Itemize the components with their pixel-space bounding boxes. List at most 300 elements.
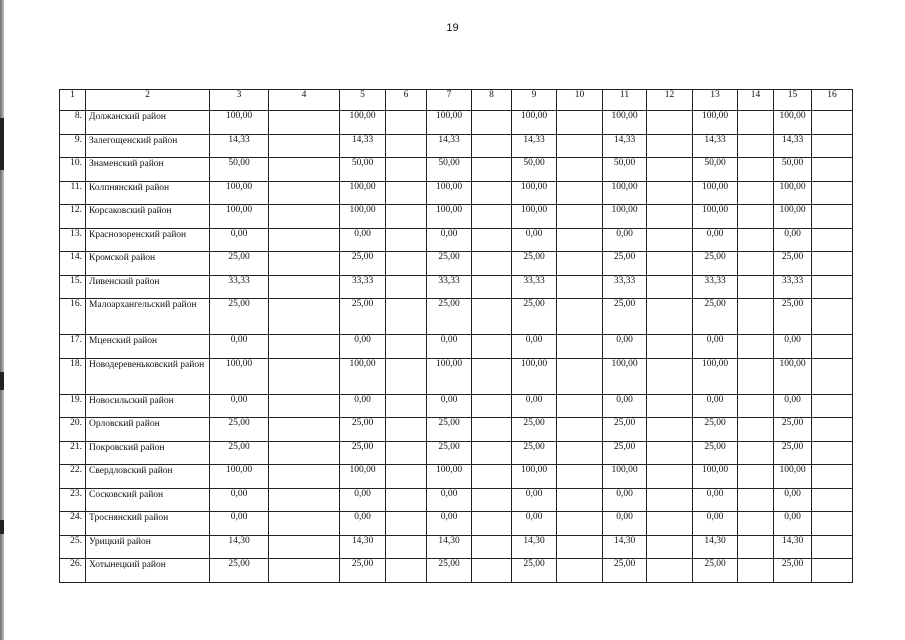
value-cell-col-7: 50,00	[427, 158, 472, 182]
table-row	[60, 394, 853, 418]
value-cell-col-10	[557, 158, 603, 182]
value-cell-col-12	[647, 465, 693, 489]
value-cell-col-7: 0,00	[427, 394, 472, 418]
value-cell-col-5: 100,00	[340, 465, 386, 489]
value-cell-col-4	[269, 181, 340, 205]
value-cell-col-8	[472, 335, 512, 359]
value-cell-col-14	[738, 158, 774, 182]
value-cell-col-9: 50,00	[512, 158, 557, 182]
value-cell-col-9: 25,00	[512, 418, 557, 442]
value-cell-col-13: 25,00	[693, 252, 738, 276]
value-cell-col-3: 25,00	[210, 441, 269, 465]
row-number: 22.	[60, 465, 86, 489]
value-cell-col-4	[269, 111, 340, 135]
value-cell-col-3: 50,00	[210, 158, 269, 182]
value-cell-col-7: 100,00	[427, 111, 472, 135]
value-cell-col-5: 0,00	[340, 512, 386, 536]
value-cell-col-13: 25,00	[693, 418, 738, 442]
row-number: 18.	[60, 358, 86, 394]
value-cell-col-16	[812, 358, 853, 394]
value-cell-col-12	[647, 535, 693, 559]
value-cell-col-8	[472, 465, 512, 489]
row-number: 26.	[60, 559, 86, 583]
value-cell-col-10	[557, 441, 603, 465]
value-cell-col-12	[647, 275, 693, 299]
value-cell-col-11: 25,00	[603, 559, 647, 583]
table-row	[60, 205, 853, 229]
value-cell-col-6	[386, 252, 427, 276]
value-cell-col-13: 0,00	[693, 488, 738, 512]
value-cell-col-15: 100,00	[774, 205, 812, 229]
district-name: Должанский район	[86, 111, 210, 135]
column-header-11: 11	[603, 90, 647, 111]
row-number: 12.	[60, 205, 86, 229]
value-cell-col-15: 33,33	[774, 275, 812, 299]
value-cell-col-12	[647, 358, 693, 394]
value-cell-col-8	[472, 275, 512, 299]
row-number: 16.	[60, 299, 86, 335]
value-cell-col-10	[557, 358, 603, 394]
value-cell-col-11: 14,30	[603, 535, 647, 559]
value-cell-col-10	[557, 488, 603, 512]
value-cell-col-7: 0,00	[427, 512, 472, 536]
value-cell-col-7: 0,00	[427, 228, 472, 252]
value-cell-col-15: 25,00	[774, 252, 812, 276]
table-row	[60, 158, 853, 182]
value-cell-col-3: 100,00	[210, 111, 269, 135]
value-cell-col-5: 100,00	[340, 358, 386, 394]
value-cell-col-13: 14,30	[693, 535, 738, 559]
value-cell-col-10	[557, 418, 603, 442]
value-cell-col-3: 25,00	[210, 252, 269, 276]
value-cell-col-9: 0,00	[512, 335, 557, 359]
value-cell-col-3: 100,00	[210, 358, 269, 394]
column-header-2: 2	[86, 90, 210, 111]
value-cell-col-6	[386, 535, 427, 559]
value-cell-col-11: 50,00	[603, 158, 647, 182]
table-row	[60, 418, 853, 442]
value-cell-col-10	[557, 275, 603, 299]
value-cell-col-11: 14,33	[603, 134, 647, 158]
value-cell-col-12	[647, 158, 693, 182]
value-cell-col-15: 0,00	[774, 488, 812, 512]
value-cell-col-15: 0,00	[774, 228, 812, 252]
value-cell-col-10	[557, 465, 603, 489]
value-cell-col-14	[738, 465, 774, 489]
value-cell-col-4	[269, 512, 340, 536]
value-cell-col-7: 25,00	[427, 299, 472, 335]
value-cell-col-15: 100,00	[774, 111, 812, 135]
value-cell-col-14	[738, 205, 774, 229]
value-cell-col-6	[386, 228, 427, 252]
row-number: 17.	[60, 335, 86, 359]
value-cell-col-8	[472, 252, 512, 276]
district-name: Знаменский район	[86, 158, 210, 182]
value-cell-col-9: 25,00	[512, 559, 557, 583]
value-cell-col-16	[812, 465, 853, 489]
row-number: 20.	[60, 418, 86, 442]
column-header-14: 14	[738, 90, 774, 111]
value-cell-col-13: 100,00	[693, 181, 738, 205]
value-cell-col-13: 0,00	[693, 512, 738, 536]
value-cell-col-8	[472, 205, 512, 229]
value-cell-col-6	[386, 465, 427, 489]
value-cell-col-14	[738, 441, 774, 465]
value-cell-col-3: 14,33	[210, 134, 269, 158]
column-header-9: 9	[512, 90, 557, 111]
value-cell-col-12	[647, 394, 693, 418]
value-cell-col-16	[812, 441, 853, 465]
value-cell-col-4	[269, 134, 340, 158]
value-cell-col-11: 25,00	[603, 418, 647, 442]
district-name: Залегощенский район	[86, 134, 210, 158]
value-cell-col-9: 14,30	[512, 535, 557, 559]
value-cell-col-4	[269, 335, 340, 359]
value-cell-col-11: 0,00	[603, 394, 647, 418]
value-cell-col-8	[472, 418, 512, 442]
value-cell-col-16	[812, 134, 853, 158]
value-cell-col-7: 100,00	[427, 205, 472, 229]
value-cell-col-15: 0,00	[774, 512, 812, 536]
value-cell-col-9: 14,33	[512, 134, 557, 158]
value-cell-col-12	[647, 559, 693, 583]
column-header-4: 4	[269, 90, 340, 111]
value-cell-col-14	[738, 181, 774, 205]
value-cell-col-6	[386, 111, 427, 135]
value-cell-col-5: 0,00	[340, 228, 386, 252]
district-name: Урицкий район	[86, 535, 210, 559]
district-name: Хотынецкий район	[86, 559, 210, 583]
value-cell-col-11: 25,00	[603, 441, 647, 465]
value-cell-col-7: 14,33	[427, 134, 472, 158]
value-cell-col-16	[812, 275, 853, 299]
value-cell-col-10	[557, 394, 603, 418]
value-cell-col-16	[812, 335, 853, 359]
value-cell-col-15: 0,00	[774, 335, 812, 359]
value-cell-col-4	[269, 559, 340, 583]
value-cell-col-5: 25,00	[340, 299, 386, 335]
table-row	[60, 275, 853, 299]
value-cell-col-10	[557, 228, 603, 252]
value-cell-col-15: 0,00	[774, 394, 812, 418]
value-cell-col-3: 14,30	[210, 535, 269, 559]
value-cell-col-4	[269, 465, 340, 489]
value-cell-col-6	[386, 335, 427, 359]
value-cell-col-15: 25,00	[774, 441, 812, 465]
page-number: 19	[446, 22, 459, 34]
value-cell-col-13: 100,00	[693, 465, 738, 489]
value-cell-col-4	[269, 228, 340, 252]
value-cell-col-9: 0,00	[512, 394, 557, 418]
value-cell-col-5: 25,00	[340, 418, 386, 442]
value-cell-col-8	[472, 158, 512, 182]
table-row	[60, 465, 853, 489]
value-cell-col-10	[557, 559, 603, 583]
value-cell-col-5: 100,00	[340, 205, 386, 229]
row-number: 11.	[60, 181, 86, 205]
value-cell-col-5: 100,00	[340, 111, 386, 135]
value-cell-col-11: 0,00	[603, 488, 647, 512]
table-row	[60, 134, 853, 158]
value-cell-col-6	[386, 181, 427, 205]
value-cell-col-6	[386, 441, 427, 465]
value-cell-col-9: 25,00	[512, 299, 557, 335]
value-cell-col-10	[557, 181, 603, 205]
district-name: Новодеревеньковский район	[86, 358, 210, 394]
value-cell-col-13: 0,00	[693, 335, 738, 359]
value-cell-col-10	[557, 205, 603, 229]
column-header-16: 16	[812, 90, 853, 111]
value-cell-col-11: 100,00	[603, 205, 647, 229]
table-row	[60, 441, 853, 465]
district-name: Свердловский район	[86, 465, 210, 489]
value-cell-col-11: 0,00	[603, 512, 647, 536]
value-cell-col-15: 25,00	[774, 299, 812, 335]
value-cell-col-11: 100,00	[603, 181, 647, 205]
district-name: Троснянский район	[86, 512, 210, 536]
value-cell-col-11: 25,00	[603, 299, 647, 335]
value-cell-col-10	[557, 111, 603, 135]
column-header-15: 15	[774, 90, 812, 111]
value-cell-col-3: 0,00	[210, 228, 269, 252]
district-values-table	[59, 89, 853, 583]
value-cell-col-16	[812, 205, 853, 229]
value-cell-col-3: 0,00	[210, 394, 269, 418]
value-cell-col-16	[812, 488, 853, 512]
value-cell-col-7: 100,00	[427, 358, 472, 394]
value-cell-col-14	[738, 512, 774, 536]
value-cell-col-10	[557, 252, 603, 276]
value-cell-col-4	[269, 418, 340, 442]
value-cell-col-5: 0,00	[340, 394, 386, 418]
value-cell-col-5: 25,00	[340, 441, 386, 465]
value-cell-col-5: 14,30	[340, 535, 386, 559]
value-cell-col-16	[812, 158, 853, 182]
value-cell-col-9: 100,00	[512, 465, 557, 489]
value-cell-col-5: 0,00	[340, 335, 386, 359]
value-cell-col-8	[472, 512, 512, 536]
value-cell-col-8	[472, 228, 512, 252]
value-cell-col-7: 25,00	[427, 441, 472, 465]
value-cell-col-4	[269, 441, 340, 465]
value-cell-col-13: 25,00	[693, 441, 738, 465]
value-cell-col-11: 100,00	[603, 465, 647, 489]
value-cell-col-4	[269, 205, 340, 229]
value-cell-col-15: 14,30	[774, 535, 812, 559]
value-cell-col-13: 25,00	[693, 559, 738, 583]
value-cell-col-13: 25,00	[693, 299, 738, 335]
value-cell-col-13: 100,00	[693, 358, 738, 394]
binding-mark	[0, 372, 4, 390]
value-cell-col-16	[812, 559, 853, 583]
district-name: Сосковский район	[86, 488, 210, 512]
value-cell-col-4	[269, 299, 340, 335]
binding-mark	[0, 520, 4, 534]
value-cell-col-15: 50,00	[774, 158, 812, 182]
value-cell-col-9: 0,00	[512, 488, 557, 512]
value-cell-col-8	[472, 441, 512, 465]
value-cell-col-8	[472, 535, 512, 559]
table-row	[60, 358, 853, 394]
table-row	[60, 559, 853, 583]
column-header-1: 1	[60, 90, 86, 111]
value-cell-col-5: 14,33	[340, 134, 386, 158]
value-cell-col-7: 0,00	[427, 488, 472, 512]
value-cell-col-6	[386, 512, 427, 536]
value-cell-col-7: 25,00	[427, 252, 472, 276]
value-cell-col-13: 50,00	[693, 158, 738, 182]
value-cell-col-3: 100,00	[210, 181, 269, 205]
value-cell-col-3: 0,00	[210, 512, 269, 536]
value-cell-col-6	[386, 275, 427, 299]
value-cell-col-15: 25,00	[774, 559, 812, 583]
value-cell-col-8	[472, 559, 512, 583]
table-header	[60, 90, 853, 111]
value-cell-col-15: 100,00	[774, 465, 812, 489]
value-cell-col-13: 100,00	[693, 205, 738, 229]
value-cell-col-10	[557, 335, 603, 359]
value-cell-col-15: 25,00	[774, 418, 812, 442]
value-cell-col-7: 33,33	[427, 275, 472, 299]
value-cell-col-16	[812, 299, 853, 335]
value-cell-col-11: 100,00	[603, 358, 647, 394]
row-number: 9.	[60, 134, 86, 158]
value-cell-col-12	[647, 205, 693, 229]
value-cell-col-5: 100,00	[340, 181, 386, 205]
value-cell-col-6	[386, 394, 427, 418]
value-cell-col-14	[738, 358, 774, 394]
value-cell-col-12	[647, 488, 693, 512]
row-number: 24.	[60, 512, 86, 536]
value-cell-col-9: 0,00	[512, 228, 557, 252]
value-cell-col-15: 14,33	[774, 134, 812, 158]
table-row	[60, 512, 853, 536]
value-cell-col-16	[812, 418, 853, 442]
value-cell-col-8	[472, 134, 512, 158]
value-cell-col-6	[386, 158, 427, 182]
table-row	[60, 335, 853, 359]
value-cell-col-3: 33,33	[210, 275, 269, 299]
value-cell-col-12	[647, 111, 693, 135]
value-cell-col-8	[472, 358, 512, 394]
value-cell-col-11: 33,33	[603, 275, 647, 299]
value-cell-col-15: 100,00	[774, 181, 812, 205]
row-number: 8.	[60, 111, 86, 135]
value-cell-col-7: 100,00	[427, 465, 472, 489]
value-cell-col-10	[557, 134, 603, 158]
table-row	[60, 181, 853, 205]
value-cell-col-5: 33,33	[340, 275, 386, 299]
table-body	[60, 111, 853, 583]
binding-mark	[0, 118, 4, 170]
value-cell-col-12	[647, 299, 693, 335]
value-cell-col-13: 0,00	[693, 228, 738, 252]
table-row	[60, 535, 853, 559]
value-cell-col-6	[386, 559, 427, 583]
value-cell-col-9: 25,00	[512, 252, 557, 276]
column-header-12: 12	[647, 90, 693, 111]
value-cell-col-9: 100,00	[512, 205, 557, 229]
value-cell-col-14	[738, 111, 774, 135]
value-cell-col-12	[647, 441, 693, 465]
value-cell-col-9: 33,33	[512, 275, 557, 299]
value-cell-col-6	[386, 299, 427, 335]
value-cell-col-4	[269, 394, 340, 418]
value-cell-col-12	[647, 134, 693, 158]
value-cell-col-3: 25,00	[210, 418, 269, 442]
value-cell-col-12	[647, 228, 693, 252]
column-header-7: 7	[427, 90, 472, 111]
value-cell-col-12	[647, 181, 693, 205]
value-cell-col-7: 100,00	[427, 181, 472, 205]
value-cell-col-9: 0,00	[512, 512, 557, 536]
district-name: Ливенский район	[86, 275, 210, 299]
value-cell-col-16	[812, 228, 853, 252]
value-cell-col-11: 25,00	[603, 252, 647, 276]
value-cell-col-3: 0,00	[210, 335, 269, 359]
value-cell-col-14	[738, 134, 774, 158]
column-header-13: 13	[693, 90, 738, 111]
district-name: Новосильский район	[86, 394, 210, 418]
value-cell-col-14	[738, 335, 774, 359]
value-cell-col-9: 100,00	[512, 111, 557, 135]
value-cell-col-8	[472, 394, 512, 418]
value-cell-col-13: 100,00	[693, 111, 738, 135]
value-cell-col-4	[269, 488, 340, 512]
value-cell-col-12	[647, 512, 693, 536]
value-cell-col-6	[386, 358, 427, 394]
value-cell-col-3: 0,00	[210, 488, 269, 512]
row-number: 21.	[60, 441, 86, 465]
value-cell-col-11: 0,00	[603, 228, 647, 252]
value-cell-col-4	[269, 275, 340, 299]
value-cell-col-14	[738, 535, 774, 559]
value-cell-col-6	[386, 134, 427, 158]
table-row	[60, 488, 853, 512]
district-name: Покровский район	[86, 441, 210, 465]
value-cell-col-13: 14,33	[693, 134, 738, 158]
value-cell-col-10	[557, 512, 603, 536]
value-cell-col-14	[738, 275, 774, 299]
page-binding-edge	[0, 0, 4, 640]
value-cell-col-14	[738, 488, 774, 512]
table-row	[60, 228, 853, 252]
value-cell-col-14	[738, 394, 774, 418]
district-name: Орловский район	[86, 418, 210, 442]
value-cell-col-16	[812, 535, 853, 559]
value-cell-col-5: 25,00	[340, 252, 386, 276]
column-header-6: 6	[386, 90, 427, 111]
column-header-8: 8	[472, 90, 512, 111]
value-cell-col-4	[269, 158, 340, 182]
value-cell-col-9: 100,00	[512, 358, 557, 394]
value-cell-col-10	[557, 535, 603, 559]
value-cell-col-3: 25,00	[210, 299, 269, 335]
value-cell-col-5: 25,00	[340, 559, 386, 583]
value-cell-col-14	[738, 418, 774, 442]
district-name: Кромской район	[86, 252, 210, 276]
value-cell-col-7: 0,00	[427, 335, 472, 359]
row-number: 14.	[60, 252, 86, 276]
value-cell-col-11: 0,00	[603, 335, 647, 359]
value-cell-col-7: 25,00	[427, 559, 472, 583]
district-name: Малоархангельский район	[86, 299, 210, 335]
value-cell-col-8	[472, 181, 512, 205]
value-cell-col-5: 0,00	[340, 488, 386, 512]
district-name: Мценский район	[86, 335, 210, 359]
value-cell-col-14	[738, 299, 774, 335]
district-name: Корсаковский район	[86, 205, 210, 229]
